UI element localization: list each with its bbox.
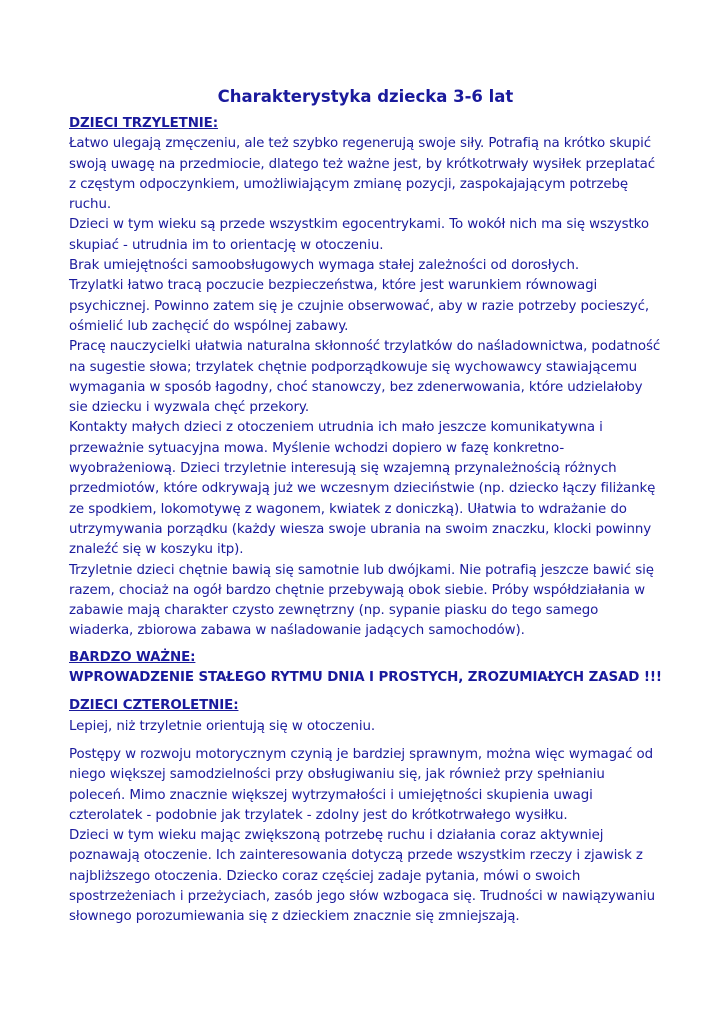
paragraph: Trzylatki łatwo tracą poczucie bezpieczeństwa, które jest warunkiem równowagi psychicznej. Powinno zatem się je czujnie obserwować, aby w razie potrzeby pocieszyć, ośmielić lub zachęcić do wspólnej zabawy. (69, 278, 650, 334)
page-title: Charakterystyka dziecka 3-6 lat (217, 87, 514, 106)
paragraph: Pracę nauczycielki ułatwia naturalna skłonność trzylatków do naśladownictwa, podatność na sugestie słowa; trzylatek chętnie podporządkowuje się wychowawcy stawiającemu wymagania w sposób łagodny, choć stanowczy, bez zdenerwowania, które udzielałoby sie dziecku i wyzwala chęć przekory. (69, 339, 661, 416)
important-heading: BARDZO WAŻNE: (69, 649, 196, 665)
paragraph: Brak umiejętności samoobsługowych wymaga stałej zależności od dorosłych. (69, 258, 580, 274)
paragraph: Dzieci w tym wieku są przede wszystkim egocentrykami. To wokół nich ma się wszystko skupiać - utrudnia im to orientację w otoczeniu. (69, 217, 649, 253)
paragraph: Łatwo ulegają zmęczeniu, ale też szybko regenerują swoje siły. Potrafią na krótko skupić swoją uwagę na przedmiocie, dlatego też ważne jest, by krótkotrwały wysiłek przeplatać z częstym odpoczynkiem, umożliwiającym zmianę pozycji, zaspokajającym potrzebę ruchu. (69, 136, 655, 213)
section-heading-three-year-olds: DZIECI TRZYLETNIE: (69, 116, 218, 131)
paragraph: Dzieci w tym wieku mając zwiększoną potrzebę ruchu i działania coraz aktywniej poznawają otoczenie. Ich zainteresowania dotyczą przede wszystkim rzeczy i zjawisk z najbliższego otoczenia. Dziecko coraz częściej zadaje pytania, mówi o swoich spostrzeżeniach i przeżyciach, zasób jego słów wzbogaca się. Trudności w nawiązywaniu słownego porozumiewania się z dzieckiem znacznie się zmniejszają. (69, 828, 655, 925)
paragraph: Trzyletnie dzieci chętnie bawią się samotnie lub dwójkami. Nie potrafią jeszcze bawić się razem, chociaż na ogół bardzo chętnie przebywają obok siebie. Próby współdziałania w zabawie mają charakter czysto zewnętrzny (np. sypanie piasku do tego samego wiaderka, zbiorowa zabawa w naśladowanie jadących samochodów). (69, 562, 654, 639)
paragraph: Kontakty małych dzieci z otoczeniem utrudnia ich mało jeszcze komunikatywna i przeważnie sytuacyjna mowa. Myślenie wchodzi dopiero w fazę konkretno-wyobrażeniową. Dzieci trzyletnie interesują się wzajemną przynależnością różnych przedmiotów, które odkrywają już we wczesnym dzieciństwie (np. dziecko łączy filiżankę ze spodkiem, lokomotywę z wagonem, kwiatek z doniczką). Ułatwia to wdrażanie do utrzymywania porządku (każdy wiesza swoje ubrania na swoim znaczku, klocki powinny znaleźć się w koszyku itp). (69, 420, 656, 558)
section-heading-four-year-olds: DZIECI CZTEROLETNIE: (69, 698, 239, 714)
important-rule-text: WPROWADZENIE STAŁEGO RYTMU DNIA I PROSTYCH, ZROZUMIAŁYCH ZASAD !!! (69, 670, 662, 686)
paragraph: Postępy w rozwoju motorycznym czynią je bardziej sprawnym, można więc wymagać od niego większej samodzielności przy obsługiwaniu się, jak również przy spełnianiu poleceń. Mimo znacznie większej wytrzymałości i umiejętności skupienia uwagi czterolatek - podobnie jak trzylatek - zdolny jest do krótkotrwałego wysiłku. (69, 746, 654, 823)
section-intro: Lepiej, niż trzyletnie orientują się w otoczeniu. (69, 718, 376, 734)
